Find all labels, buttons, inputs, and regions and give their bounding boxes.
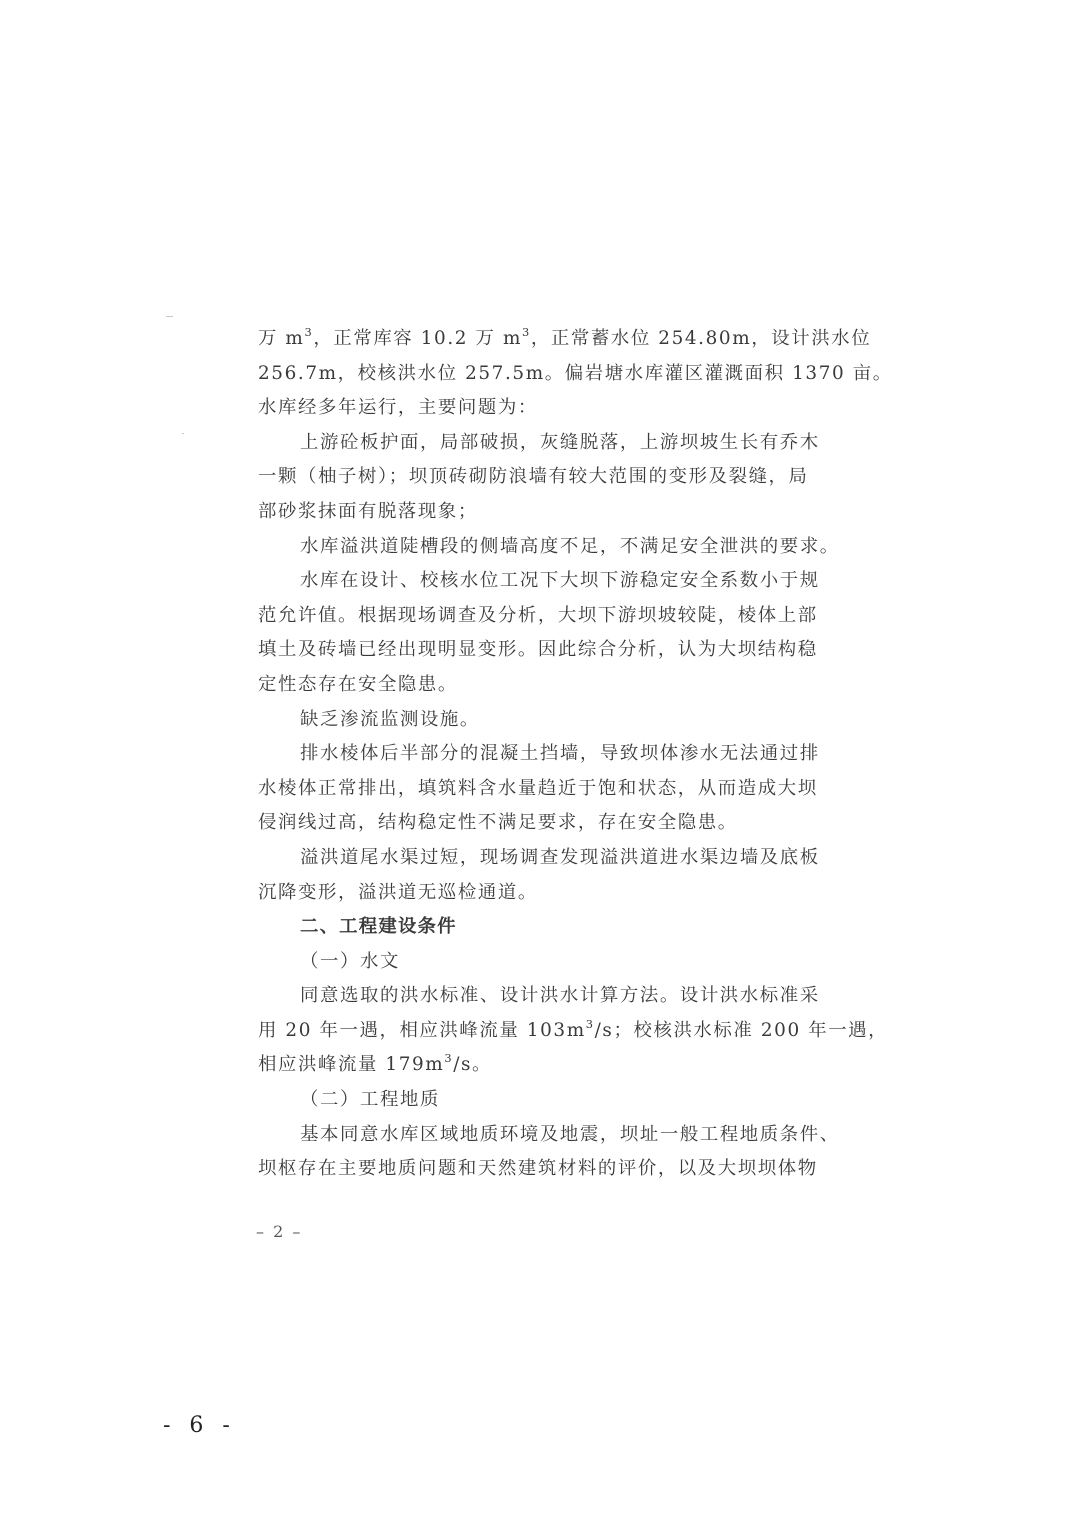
text-line: 基本同意水库区域地质环境及地震，坝址一般工程地质条件、 xyxy=(300,1123,840,1145)
text-line: 排水棱体后半部分的混凝土挡墙，导致坝体渗水无法通过排 xyxy=(300,743,820,765)
text-line: 256.7m，校核洪水位 257.5m。偏岩塘水库灌区灌溉面积 1370 亩。 xyxy=(258,362,893,384)
text-line: 水库溢洪道陡槽段的侧墙高度不足，不满足安全泄洪的要求。 xyxy=(300,535,840,557)
scan-speck xyxy=(166,316,173,317)
text-line: 万 $m^3$，正常库容 10.2 万 $m^3$，正常蓄水位 254.80m，设计洪水位 xyxy=(258,324,872,349)
text-line: （二）工程地质 xyxy=(300,1089,440,1111)
text-line: 溢洪道尾水渠过短，现场调查发现溢洪道进水渠边墙及底板 xyxy=(300,846,820,868)
section-heading: 二、工程建设条件 xyxy=(300,916,457,938)
text-line: （一）水文 xyxy=(300,950,400,972)
scan-speck xyxy=(182,433,184,434)
text-line: 沉降变形，溢洪道无巡检通道。 xyxy=(258,881,538,903)
text-line: 坝枢存在主要地质问题和天然建筑材料的评价，以及大坝坝体物 xyxy=(258,1158,818,1180)
text-line: 定性态存在安全隐患。 xyxy=(258,673,458,695)
text-line: 一颗（柚子树）；坝顶砖砌防浪墙有较大范围的变形及裂缝，局 xyxy=(258,466,809,488)
text-line: 同意选取的洪水标准、设计洪水计算方法。设计洪水标准采 xyxy=(300,985,820,1007)
text-line: 上游砼板护面，局部破损，灰缝脱落，上游坝坡生长有乔木 xyxy=(300,431,820,453)
text-line: 范允许值。根据现场调查及分析，大坝下游坝坡较陡，棱体上部 xyxy=(258,604,818,626)
text-line: 水棱体正常排出，填筑料含水量趋近于饱和状态，从而造成大坝 xyxy=(258,777,818,799)
text-line: 水库经多年运行，主要问题为： xyxy=(258,397,538,419)
document-body xyxy=(258,322,893,1187)
text-line: 部砂浆抹面有脱落现象； xyxy=(258,500,478,522)
text-line: 相应洪峰流量 $179m^3/s$。 xyxy=(258,1051,493,1076)
text-line: 填土及砖墙已经出现明显变形。因此综合分析，认为大坝结构稳 xyxy=(258,639,818,661)
text-line: 用 20 年一遇，相应洪峰流量 $103m^3/s$；校核洪水标准 200 年一遇， xyxy=(258,1016,889,1041)
text-line: 缺乏渗流监测设施。 xyxy=(300,708,480,730)
outer-page-number: - 6 - xyxy=(163,1413,236,1438)
inner-page-number: – 2 – xyxy=(256,1222,303,1241)
text-line: 侵润线过高，结构稳定性不满足要求，存在安全隐患。 xyxy=(258,812,738,834)
text-line: 水库在设计、校核水位工况下大坝下游稳定安全系数小于规 xyxy=(300,570,820,592)
